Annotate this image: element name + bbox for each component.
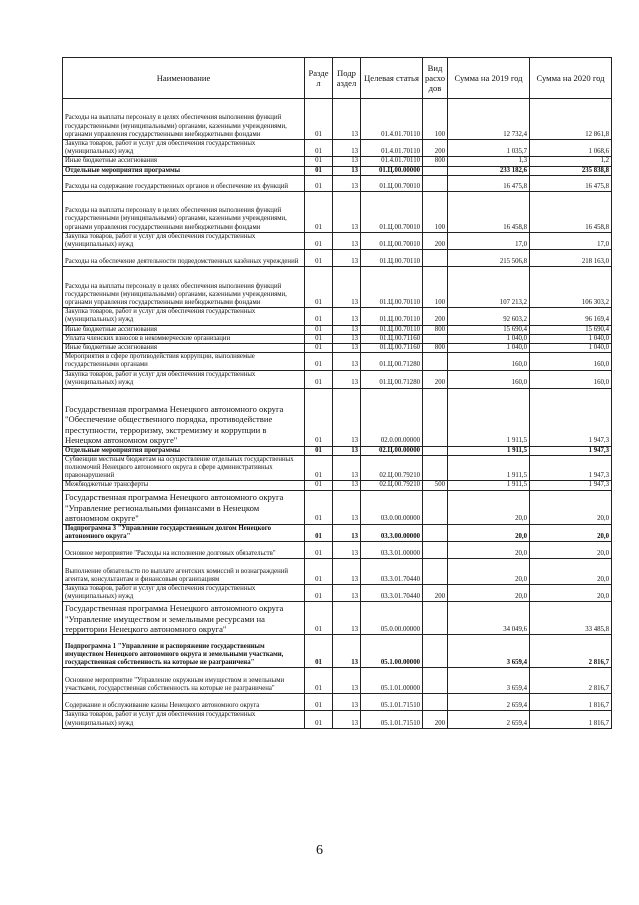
table-cell-name: Субвенции местным бюджетам на осуществление отдельных государственных полномочий Ненецкого автономного округа в сфере административных правонарушений	[63, 455, 305, 481]
table-cell-2020: 20,0	[530, 542, 612, 559]
table-cell-section: 01	[305, 232, 333, 249]
table-cell-subsection: 13	[333, 344, 361, 353]
table-cell-2020: 235 838,8	[530, 166, 612, 175]
table-cell-2019: 17,0	[448, 232, 530, 249]
page-number: 6	[316, 843, 323, 858]
table-cell-2020: 1 947,3	[530, 446, 612, 455]
table-cell-type: 100	[423, 99, 448, 140]
table-cell-section: 01	[305, 711, 333, 728]
table-cell-name: Государственная программа Ненецкого автономного округа "Управление региональными финансами в Ненецком автономном округе"	[63, 490, 305, 524]
table-cell-subsection: 13	[333, 353, 361, 370]
table-cell-2020: 1 040,0	[530, 344, 612, 353]
table-row	[63, 232, 612, 249]
table-row	[63, 370, 612, 388]
table-cell-target: 02.Ц.00.79210	[361, 455, 423, 481]
table-cell-subsection: 13	[333, 232, 361, 249]
table-cell-2020: 12 861,8	[530, 99, 612, 140]
table-cell-2019: 20,0	[448, 542, 530, 559]
table-row	[63, 325, 612, 334]
table-cell-subsection: 13	[333, 481, 361, 490]
table-cell-2019: 16 458,8	[448, 191, 530, 232]
table-cell-section: 01	[305, 99, 333, 140]
header-section: Разде л	[305, 58, 333, 99]
table-cell-2019: 12 732,4	[448, 99, 530, 140]
table-cell-target: 02.0.00.00000	[361, 388, 423, 446]
table-cell-type	[423, 250, 448, 267]
table-cell-subsection: 13	[333, 668, 361, 694]
table-cell-2019: 1 040,0	[448, 344, 530, 353]
table-cell-2019: 160,0	[448, 353, 530, 370]
table-cell-section: 01	[305, 668, 333, 694]
table-cell-name: Закупка товаров, работ и услуг для обеспечения государственных (муниципальных) нужд	[63, 232, 305, 249]
table-row	[63, 446, 612, 455]
table-cell-2020: 20,0	[530, 524, 612, 541]
table-cell-type: 500	[423, 481, 448, 490]
table-cell-2019: 2 659,4	[448, 694, 530, 711]
table-cell-section: 01	[305, 388, 333, 446]
table-cell-target: 01.Ц.00.70010	[361, 232, 423, 249]
table-row	[63, 542, 612, 559]
table-row	[63, 388, 612, 446]
table-cell-section: 01	[305, 446, 333, 455]
table-cell-2020: 1 947,3	[530, 481, 612, 490]
table-cell-name: Расходы на выплаты персоналу в целях обеспечения выполнения функций государственными (муниципальными) органами, казенными учреждениями, органами управления государственными внебюджетными фондами	[63, 191, 305, 232]
table-cell-name: Закупка товаров, работ и услуг для обеспечения государственных (муниципальных) нужд	[63, 711, 305, 728]
table-cell-type	[423, 175, 448, 191]
table-cell-subsection: 13	[333, 455, 361, 481]
table-row	[63, 334, 612, 343]
table-cell-section: 01	[305, 353, 333, 370]
table-cell-type	[423, 388, 448, 446]
table-cell-type: 200	[423, 711, 448, 728]
table-cell-2019: 20,0	[448, 524, 530, 541]
table-cell-section: 01	[305, 175, 333, 191]
table-cell-target: 01.Ц.00.70010	[361, 175, 423, 191]
table-row	[63, 175, 612, 191]
table-cell-2019: 92 603,2	[448, 308, 530, 325]
table-cell-target: 01.Ц.00.70010	[361, 191, 423, 232]
table-cell-target: 01.Ц.00.71160	[361, 334, 423, 343]
table-cell-2019: 233 182,6	[448, 166, 530, 175]
table-cell-2019: 1 911,5	[448, 446, 530, 455]
table-cell-2020: 17,0	[530, 232, 612, 249]
table-cell-2020: 16 475,8	[530, 175, 612, 191]
table-cell-subsection: 13	[333, 524, 361, 541]
table-row	[63, 250, 612, 267]
table-cell-section: 01	[305, 267, 333, 308]
table-cell-target: 01.4.01.70110	[361, 140, 423, 157]
table-row	[63, 344, 612, 353]
table-cell-name: Иные бюджетные ассигнования	[63, 325, 305, 334]
table-cell-2020: 20,0	[530, 585, 612, 602]
table-cell-subsection: 13	[333, 559, 361, 585]
table-row	[63, 694, 612, 711]
table-cell-2019: 15 690,4	[448, 325, 530, 334]
table-row	[63, 99, 612, 140]
table-cell-subsection: 13	[333, 267, 361, 308]
table-cell-name: Отдельные мероприятия программы	[63, 166, 305, 175]
table-cell-type	[423, 353, 448, 370]
table-cell-name: Иные бюджетные ассигнования	[63, 157, 305, 166]
table-cell-type	[423, 455, 448, 481]
table-cell-subsection: 13	[333, 250, 361, 267]
table-cell-2020: 2 816,7	[530, 635, 612, 668]
table-cell-section: 01	[305, 455, 333, 481]
table-cell-type	[423, 490, 448, 524]
table-cell-2019: 20,0	[448, 559, 530, 585]
table-row	[63, 455, 612, 481]
table-cell-section: 01	[305, 585, 333, 602]
table-cell-2020: 160,0	[530, 370, 612, 388]
table-cell-name: Закупка товаров, работ и услуг для обеспечения государственных (муниципальных) нужд	[63, 140, 305, 157]
table-cell-2020: 1 816,7	[530, 694, 612, 711]
table-row	[63, 490, 612, 524]
table-cell-2019: 1,3	[448, 157, 530, 166]
table-cell-type: 100	[423, 191, 448, 232]
table-cell-subsection: 13	[333, 490, 361, 524]
table-cell-target: 01.Ц.00.00000	[361, 166, 423, 175]
table-cell-2019: 20,0	[448, 585, 530, 602]
table-cell-2019: 3 659,4	[448, 668, 530, 694]
table-cell-type	[423, 446, 448, 455]
header-target: Целевая статья	[361, 58, 423, 99]
table-cell-subsection: 13	[333, 157, 361, 166]
table-cell-type: 200	[423, 370, 448, 388]
table-cell-name: Расходы на выплаты персоналу в целях обеспечения выполнения функций государственными (муниципальными) органами, казенными учреждениями, органами управления государственными внебюджетными фондами	[63, 267, 305, 308]
table-cell-target: 01.Ц.00.70110	[361, 267, 423, 308]
table-cell-subsection: 13	[333, 694, 361, 711]
table-cell-subsection: 13	[333, 140, 361, 157]
table-cell-target: 01.4.01.70110	[361, 99, 423, 140]
table-cell-type	[423, 334, 448, 343]
table-cell-2020: 96 169,4	[530, 308, 612, 325]
table-cell-section: 01	[305, 524, 333, 541]
table-cell-name: Государственная программа Ненецкого автономного округа "Управление имуществом и земельными ресурсами на территории Ненецкого автономного округа"	[63, 602, 305, 635]
table-row	[63, 267, 612, 308]
table-cell-2019: 3 659,4	[448, 635, 530, 668]
table-row	[63, 635, 612, 668]
table-cell-name: Межбюджетные трансферты	[63, 481, 305, 490]
table-cell-2019: 1 035,7	[448, 140, 530, 157]
table-cell-2020: 1 816,7	[530, 711, 612, 728]
table-cell-2020: 1,2	[530, 157, 612, 166]
table-cell-2020: 1 947,3	[530, 388, 612, 446]
table-cell-type: 800	[423, 325, 448, 334]
table-cell-name: Мероприятия в сфере противодействия коррупции, выполняемые государственными органами	[63, 353, 305, 370]
table-cell-target: 05.1.01.00000	[361, 668, 423, 694]
table-cell-name: Государственная программа Ненецкого автономного округа "Обеспечение общественного порядка, противодействие преступности, терроризму, экстремизму и коррупции в Ненецком автономном округе"	[63, 388, 305, 446]
table-cell-subsection: 13	[333, 711, 361, 728]
table-cell-2020: 218 163,0	[530, 250, 612, 267]
table-cell-type: 800	[423, 344, 448, 353]
table-row	[63, 140, 612, 157]
header-2020: Сумма на 2020 год	[530, 58, 612, 99]
table-cell-2019: 1 911,5	[448, 481, 530, 490]
table-cell-2020: 20,0	[530, 490, 612, 524]
table-row	[63, 559, 612, 585]
table-cell-section: 01	[305, 602, 333, 635]
table-cell-subsection: 13	[333, 99, 361, 140]
table-cell-subsection: 13	[333, 542, 361, 559]
table-cell-target: 01.Ц.00.70110	[361, 250, 423, 267]
table-cell-section: 01	[305, 157, 333, 166]
table-cell-name: Расходы на содержание государственных органов и обеспечение их функций	[63, 175, 305, 191]
table-cell-2019: 20,0	[448, 490, 530, 524]
table-cell-target: 03.0.00.00000	[361, 490, 423, 524]
table-cell-2019: 1 911,5	[448, 388, 530, 446]
table-cell-2019: 160,0	[448, 370, 530, 388]
table-cell-name: Расходы на обеспечение деятельности подведомственных казённых учреждений	[63, 250, 305, 267]
table-cell-target: 03.3.01.70440	[361, 559, 423, 585]
table-cell-section: 01	[305, 325, 333, 334]
table-cell-2020: 16 458,8	[530, 191, 612, 232]
table-row	[63, 481, 612, 490]
budget-table	[62, 57, 612, 729]
table-cell-2020: 1 068,6	[530, 140, 612, 157]
table-cell-type	[423, 635, 448, 668]
table-row	[63, 166, 612, 175]
table-cell-2020: 20,0	[530, 559, 612, 585]
table-cell-subsection: 13	[333, 175, 361, 191]
table-cell-type	[423, 524, 448, 541]
table-cell-section: 01	[305, 542, 333, 559]
table-cell-section: 01	[305, 191, 333, 232]
table-cell-2019: 34 049,6	[448, 602, 530, 635]
table-cell-section: 01	[305, 694, 333, 711]
table-cell-2020: 1 040,0	[530, 334, 612, 343]
table-cell-name: Расходы на выплаты персоналу в целях обеспечения выполнения функций государственными (муниципальными) органами, казенными учреждениями, органами управления государственными внебюджетными фондами	[63, 99, 305, 140]
table-cell-name: Иные бюджетные ассигнования	[63, 344, 305, 353]
table-cell-name: Закупка товаров, работ и услуг для обеспечения государственных (муниципальных) нужд	[63, 370, 305, 388]
table-cell-target: 01.Ц.00.70110	[361, 308, 423, 325]
table-cell-subsection: 13	[333, 166, 361, 175]
table-cell-subsection: 13	[333, 370, 361, 388]
header-2019: Сумма на 2019 год	[448, 58, 530, 99]
table-cell-section: 01	[305, 140, 333, 157]
table-cell-section: 01	[305, 166, 333, 175]
table-cell-subsection: 13	[333, 191, 361, 232]
table-cell-type: 200	[423, 585, 448, 602]
table-cell-target: 03.3.01.00000	[361, 542, 423, 559]
table-row	[63, 524, 612, 541]
table-cell-name: Уплата членских взносов в некоммерческие организации	[63, 334, 305, 343]
table-cell-target: 01.4.01.70110	[361, 157, 423, 166]
table-body	[63, 99, 612, 729]
table-cell-name: Основное мероприятие "Управление окружным имуществом и земельными участками, государственная собственность на которые не разграничена"	[63, 668, 305, 694]
table-cell-type	[423, 542, 448, 559]
table-cell-2020: 33 485,8	[530, 602, 612, 635]
table-cell-target: 01.Ц.00.71280	[361, 370, 423, 388]
table-cell-subsection: 13	[333, 388, 361, 446]
table-cell-section: 01	[305, 334, 333, 343]
table-cell-subsection: 13	[333, 446, 361, 455]
table-cell-section: 01	[305, 481, 333, 490]
table-cell-type: 800	[423, 157, 448, 166]
table-row	[63, 157, 612, 166]
table-cell-2020: 15 690,4	[530, 325, 612, 334]
table-cell-2020: 160,0	[530, 353, 612, 370]
table-cell-section: 01	[305, 635, 333, 668]
table-cell-subsection: 13	[333, 325, 361, 334]
table-cell-target: 05.1.01.71510	[361, 711, 423, 728]
table-row	[63, 585, 612, 602]
table-cell-name: Содержание и обслуживание казны Ненецкого автономного округа	[63, 694, 305, 711]
table-cell-type	[423, 694, 448, 711]
table-cell-2019: 215 506,8	[448, 250, 530, 267]
header-subsection: Подр аздел	[333, 58, 361, 99]
table-row	[63, 353, 612, 370]
table-cell-name: Закупка товаров, работ и услуг для обеспечения государственных (муниципальных) нужд	[63, 308, 305, 325]
table-cell-section: 01	[305, 344, 333, 353]
table-row	[63, 191, 612, 232]
table-cell-type	[423, 602, 448, 635]
table-row	[63, 668, 612, 694]
table-cell-section: 01	[305, 490, 333, 524]
table-cell-2019: 107 213,2	[448, 267, 530, 308]
table-cell-target: 03.3.01.70440	[361, 585, 423, 602]
table-cell-name: Закупка товаров, работ и услуг для обеспечения государственных (муниципальных) нужд	[63, 585, 305, 602]
table-cell-2020: 2 816,7	[530, 668, 612, 694]
table-row	[63, 711, 612, 728]
table-cell-2020: 1 947,3	[530, 455, 612, 481]
header-type: Вид расхо дов	[423, 58, 448, 99]
table-cell-target: 01.Ц.00.71160	[361, 344, 423, 353]
table-cell-subsection: 13	[333, 602, 361, 635]
table-header-row	[63, 58, 612, 99]
table-cell-type	[423, 668, 448, 694]
table-cell-type	[423, 166, 448, 175]
table-cell-section: 01	[305, 308, 333, 325]
table-cell-type	[423, 559, 448, 585]
table-cell-subsection: 13	[333, 308, 361, 325]
table-cell-type: 200	[423, 232, 448, 249]
table-cell-target: 03.3.00.00000	[361, 524, 423, 541]
table-cell-target: 01.Ц.00.70110	[361, 325, 423, 334]
table-cell-2019: 16 475,8	[448, 175, 530, 191]
table-cell-target: 05.1.01.71510	[361, 694, 423, 711]
table-cell-name: Подпрограмма 1 "Управление и распоряжение государственным имуществом Ненецкого автономного округа и земельными участками, государственная собственность на которые не разграничена"	[63, 635, 305, 668]
table-cell-section: 01	[305, 559, 333, 585]
table-cell-target: 01.Ц.00.71280	[361, 353, 423, 370]
table-cell-name: Выполнение обязательств по выплате агентских комиссий и вознаграждений агентам, консультантам и финансовым организациям	[63, 559, 305, 585]
table-cell-type: 200	[423, 308, 448, 325]
table-cell-target: 02.Ц.00.00000	[361, 446, 423, 455]
table-row	[63, 308, 612, 325]
table-row	[63, 602, 612, 635]
table-cell-target: 05.0.00.00000	[361, 602, 423, 635]
table-cell-target: 05.1.00.00000	[361, 635, 423, 668]
table-cell-target: 02.Ц.00.79210	[361, 481, 423, 490]
table-cell-name: Отдельные мероприятия программы	[63, 446, 305, 455]
table-cell-section: 01	[305, 250, 333, 267]
table-cell-subsection: 13	[333, 635, 361, 668]
table-cell-2020: 106 303,2	[530, 267, 612, 308]
table-cell-subsection: 13	[333, 334, 361, 343]
table-cell-type: 200	[423, 140, 448, 157]
table-cell-2019: 1 911,5	[448, 455, 530, 481]
table-cell-type: 100	[423, 267, 448, 308]
header-name: Наименование	[63, 58, 305, 99]
table-cell-name: Основное мероприятие "Расходы на исполнение долговых обязательств"	[63, 542, 305, 559]
table-cell-2019: 2 659,4	[448, 711, 530, 728]
table-cell-2019: 1 040,0	[448, 334, 530, 343]
table-cell-section: 01	[305, 370, 333, 388]
table-cell-name: Подпрограмма 3 "Управление государственным долгом Ненецкого автономного округа"	[63, 524, 305, 541]
table-cell-subsection: 13	[333, 585, 361, 602]
